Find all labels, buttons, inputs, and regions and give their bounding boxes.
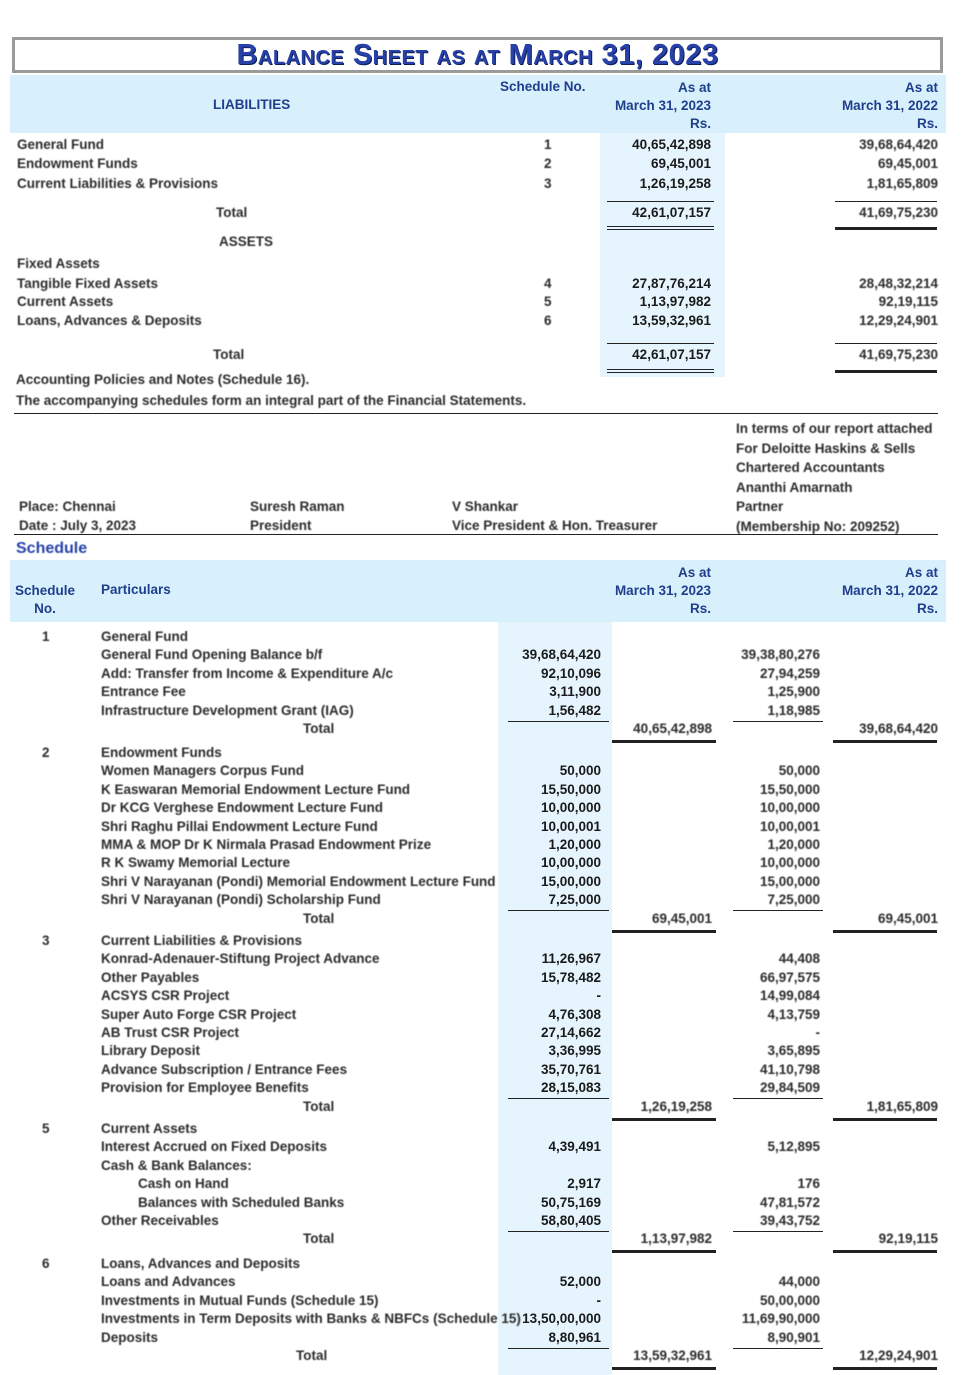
schedule-item-prev: 3,65,895	[767, 1043, 820, 1059]
schedule-item-prev: 39,38,80,276	[741, 647, 820, 663]
double-rule	[607, 369, 714, 373]
schedule-item-prev: 10,00,000	[759, 800, 820, 816]
notes-line-1: Accounting Policies and Notes (Schedule 16).	[16, 372, 310, 387]
subtotal-rule	[733, 1231, 823, 1232]
asset-prev-value: 28,48,32,214	[859, 276, 938, 291]
schedule-total-label: Total	[303, 1231, 335, 1247]
subtotal-rule	[733, 1098, 823, 1099]
schedule-item-label: AB Trust CSR Project	[101, 1025, 240, 1040]
schedule-item-current: 52,000	[559, 1274, 601, 1290]
schedule-no-col-heading: Schedule No.	[14, 583, 76, 616]
schedule-number: 3	[42, 933, 50, 948]
double-rule	[833, 1118, 937, 1121]
schedule-total-current: 40,65,42,898	[633, 721, 712, 736]
schedule-item-label: Loans and Advances	[101, 1274, 236, 1290]
schedule-item-current: 3,11,900	[549, 684, 601, 700]
schedule-item-prev: 44,000	[778, 1274, 820, 1290]
schedule-item-current: 35,70,761	[540, 1061, 601, 1077]
assets-total-current: 42,61,07,157	[632, 347, 711, 362]
liability-current-value: 69,45,001	[650, 156, 711, 171]
schedule-item-prev: 5,12,895	[767, 1139, 820, 1155]
fixed-assets-label: Fixed Assets	[17, 256, 100, 271]
schedule-item-prev: 10,00,001	[759, 818, 820, 834]
schedule-item-current: 50,75,169	[540, 1194, 601, 1210]
double-rule	[833, 740, 937, 743]
schedule-number: 5	[42, 1121, 50, 1136]
asset-label: Loans, Advances & Deposits	[17, 313, 202, 328]
schedule-heading: Schedule	[16, 540, 88, 557]
asset-current-value: 1,13,97,982	[639, 294, 711, 309]
schedule-item-prev: 41,10,798	[759, 1061, 820, 1077]
schedule-item-current: 13,50,00,000	[522, 1311, 601, 1327]
schedule-item-current: 10,00,000	[540, 855, 601, 871]
schedule-item-current: 15,00,000	[540, 873, 601, 889]
schedule-total-current: 1,13,97,982	[640, 1231, 712, 1247]
liability-schedule-no: 3	[544, 176, 552, 191]
asset-label: Current Assets	[17, 294, 114, 309]
schedule-item-label: Infrastructure Development Grant (IAG)	[101, 702, 354, 718]
schedule-item-current: 50,000	[559, 763, 601, 779]
asset-label: Tangible Fixed Assets	[17, 276, 159, 291]
schedule-item-prev: 4,13,759	[767, 1006, 820, 1022]
schedule-item-prev: 66,97,575	[759, 969, 820, 985]
liability-prev-value: 1,81,65,809	[866, 176, 938, 191]
liabilities-total-current: 42,61,07,157	[632, 205, 711, 220]
schedule-title: Current Liabilities & Provisions	[101, 933, 303, 948]
schedule-item-current: 39,68,64,420	[522, 647, 601, 663]
schedule-item-label: Konrad-Adenauer-Stiftung Project Advance	[101, 951, 380, 967]
total-rule	[607, 201, 714, 202]
liability-schedule-no: 1	[544, 137, 552, 152]
vp-signature: V Shankar Vice President & Hon. Treasurer	[452, 499, 658, 533]
schedule-item-current: 4,76,308	[548, 1006, 601, 1022]
schedule-total-label: Total	[296, 1348, 328, 1363]
schedule-total-label: Total	[303, 721, 335, 736]
schedule-item-label: Super Auto Forge CSR Project	[101, 1006, 297, 1022]
particulars-heading: Particulars	[101, 582, 171, 597]
assets-total-label: Total	[213, 347, 245, 362]
schedule-item-current: 3,36,995	[548, 1043, 601, 1059]
schedule-item-prev: 50,000	[778, 763, 820, 779]
schedule-item-current: 15,78,482	[540, 969, 601, 985]
double-rule	[612, 740, 716, 743]
schedule-total-current: 69,45,001	[651, 910, 712, 926]
schedule-item-prev: 39,43,752	[759, 1213, 820, 1228]
schedule-item-label: Cash & Bank Balances:	[101, 1157, 252, 1173]
schedule-item-prev: 8,90,901	[767, 1329, 820, 1345]
schedule-item-prev: 10,00,000	[759, 855, 820, 871]
schedule-item-label: Entrance Fee	[101, 684, 186, 700]
schedule-item-current: 10,00,001	[540, 818, 601, 834]
schedule-item-label: Advance Subscription / Entrance Fees	[101, 1061, 348, 1077]
schedule-item-current: 8,80,961	[548, 1329, 601, 1345]
schedule-item-prev: 14,99,084	[759, 988, 820, 1004]
schedule-item-current: 27,14,662	[540, 1025, 601, 1040]
liabilities-total-prev: 41,69,75,230	[859, 205, 938, 220]
double-rule	[833, 1250, 937, 1253]
schedule-item-label: Shri V Narayanan (Pondi) Memorial Endowment Lecture Fund	[101, 873, 496, 889]
schedule-total-current: 13,59,32,961	[633, 1348, 712, 1363]
schedule-item-prev: 1,18,985	[767, 702, 820, 718]
bs-prev-heading: As at March 31, 2022 Rs.	[841, 80, 938, 131]
schedule-item-current: 92,10,096	[540, 665, 601, 681]
double-rule	[833, 1367, 937, 1370]
schedule-total-prev: 69,45,001	[877, 910, 938, 926]
schedule-item-current: 4,39,491	[548, 1139, 601, 1155]
schedule-item-prev: 29,84,509	[759, 1080, 820, 1096]
schedule-item-label: Balances with Scheduled Banks	[138, 1194, 345, 1210]
schedule-item-label: Cash on Hand	[138, 1176, 229, 1192]
schedule-title: Current Assets	[101, 1121, 198, 1136]
schedule-total-prev: 39,68,64,420	[859, 721, 938, 736]
double-rule	[833, 930, 937, 933]
assets-total-prev: 41,69,75,230	[859, 347, 938, 362]
schedule-total-current: 1,26,19,258	[640, 1098, 712, 1114]
schedule-item-current: 1,20,000	[548, 837, 601, 852]
asset-schedule-no: 5	[544, 294, 552, 309]
page-title: Balance Sheet as at March 31, 2023	[236, 39, 719, 71]
schedule-item-current: 15,50,000	[540, 781, 601, 797]
double-rule	[612, 930, 716, 933]
schedule-item-prev: 1,25,900	[767, 684, 820, 700]
asset-current-value: 13,59,32,961	[632, 313, 711, 328]
schedule-item-label: Shri Raghu Pillai Endowment Lecture Fund	[101, 818, 378, 834]
total-rule	[835, 343, 937, 344]
schedule-item-current: 28,15,083	[540, 1080, 601, 1096]
double-rule	[612, 1250, 716, 1253]
schedule-item-prev: 27,94,259	[759, 665, 820, 681]
liabilities-heading: LIABILITIES	[213, 97, 291, 112]
double-rule	[835, 370, 937, 373]
total-rule	[607, 343, 714, 344]
schedule-number: 2	[42, 745, 50, 760]
schedule-item-current: 7,25,000	[548, 892, 601, 908]
subtotal-rule	[733, 721, 823, 722]
schedule-number: 1	[42, 629, 50, 644]
schedule-item-prev: 11,69,90,000	[741, 1311, 820, 1327]
sch-prev-heading: As at March 31, 2022 Rs.	[841, 565, 938, 616]
double-rule	[612, 1118, 716, 1121]
schedule-item-prev: -	[815, 1025, 820, 1040]
schedule-total-prev: 12,29,24,901	[859, 1348, 938, 1363]
asset-prev-value: 12,29,24,901	[859, 313, 938, 328]
double-rule	[612, 1367, 716, 1370]
schedule-item-prev: 44,408	[778, 951, 820, 967]
schedule-total-label: Total	[303, 910, 335, 926]
schedule-total-label: Total	[303, 1098, 335, 1114]
subtotal-rule	[733, 1348, 823, 1349]
schedule-title: Endowment Funds	[101, 745, 222, 760]
schedule-item-prev: 15,50,000	[759, 781, 820, 797]
schedule-total-prev: 92,19,115	[878, 1231, 938, 1247]
schedule-item-prev: 50,00,000	[759, 1292, 820, 1308]
schedule-item-label: Provision for Employee Benefits	[101, 1080, 309, 1096]
liability-prev-value: 39,68,64,420	[859, 137, 938, 152]
double-rule	[835, 227, 937, 230]
schedule-item-current: 58,80,405	[540, 1213, 601, 1228]
schedule-item-label: Library Deposit	[101, 1043, 201, 1059]
schedule-item-label: Other Receivables	[101, 1213, 219, 1228]
schedule-item-prev: 1,20,000	[767, 837, 820, 852]
schedule-item-current: 11,26,967	[541, 951, 601, 967]
asset-prev-value: 92,19,115	[878, 294, 938, 309]
schedule-item-label: Add: Transfer from Income & Expenditure A/c	[101, 665, 394, 681]
schedule-item-current: -	[596, 988, 601, 1004]
schedule-item-label: Investments in Term Deposits with Banks & NBFCs (Schedule 15)	[101, 1311, 521, 1327]
notes-line-2: The accompanying schedules form an integral part of the Financial Statements.	[16, 393, 527, 408]
liability-label: General Fund	[17, 137, 105, 152]
schedule-number: 6	[42, 1256, 50, 1271]
schedule-item-label: Dr KCG Verghese Endowment Lecture Fund	[101, 800, 384, 816]
schedule-item-prev: 15,00,000	[759, 873, 820, 889]
schedule-total-prev: 1,81,65,809	[866, 1098, 938, 1114]
liability-current-value: 1,26,19,258	[639, 176, 711, 191]
schedule-item-label: Women Managers Corpus Fund	[101, 763, 305, 779]
assets-heading: ASSETS	[219, 234, 274, 249]
bs-cur-heading: As at March 31, 2023 Rs.	[614, 80, 711, 131]
divider	[14, 413, 938, 414]
double-rule	[607, 226, 714, 230]
schedule-no-heading: Schedule No.	[500, 79, 586, 94]
president-signature: Suresh Raman President	[250, 499, 345, 533]
schedule-title: Loans, Advances and Deposits	[101, 1256, 301, 1271]
liabilities-total-label: Total	[216, 205, 248, 220]
schedule-item-label: Deposits	[101, 1329, 159, 1345]
schedule-item-prev: 176	[797, 1176, 820, 1192]
schedule-item-label: Other Payables	[101, 969, 200, 985]
schedule-item-current: 2,917	[567, 1176, 601, 1192]
liability-label: Current Liabilities & Provisions	[17, 176, 219, 191]
sch-cur-heading: As at March 31, 2023 Rs.	[614, 565, 711, 616]
schedule-item-label: R K Swamy Memorial Lecture	[101, 855, 291, 871]
schedule-item-current: 1,56,482	[548, 702, 601, 718]
schedule-item-label: General Fund Opening Balance b/f	[101, 647, 323, 663]
schedule-item-label: Interest Accrued on Fixed Deposits	[101, 1139, 328, 1155]
divider	[14, 534, 938, 535]
schedule-item-label: ACSYS CSR Project	[101, 988, 230, 1004]
schedule-item-label: MMA & MOP Dr K Nirmala Prasad Endowment Prize	[101, 837, 432, 852]
asset-schedule-no: 6	[544, 313, 552, 328]
asset-schedule-no: 4	[544, 276, 552, 291]
schedule-item-label: K Easwaran Memorial Endowment Lecture Fund	[101, 781, 411, 797]
schedule-item-current: -	[596, 1292, 601, 1308]
subtotal-rule	[733, 910, 823, 911]
liability-prev-value: 69,45,001	[877, 156, 938, 171]
place-date: Place: Chennai Date : July 3, 2023	[19, 499, 137, 533]
liability-label: Endowment Funds	[17, 156, 138, 171]
liability-current-value: 40,65,42,898	[632, 137, 711, 152]
schedule-title: General Fund	[101, 629, 189, 644]
auditor-block: In terms of our report attached For Deloitte Haskins & Sells Chartered Accountants Ananthi Amarnath Partner (Membership No: 209252)	[736, 421, 933, 534]
asset-current-value: 27,87,76,214	[632, 276, 711, 291]
schedule-item-prev: 47,81,572	[759, 1194, 820, 1210]
schedule-item-label: Investments in Mutual Funds (Schedule 15)	[101, 1292, 379, 1308]
total-rule	[835, 201, 937, 202]
schedule-item-prev: 7,25,000	[767, 892, 820, 908]
liability-schedule-no: 2	[544, 156, 552, 171]
schedule-item-current: 10,00,000	[540, 800, 601, 816]
schedule-item-label: Shri V Narayanan (Pondi) Scholarship Fund	[101, 892, 381, 908]
